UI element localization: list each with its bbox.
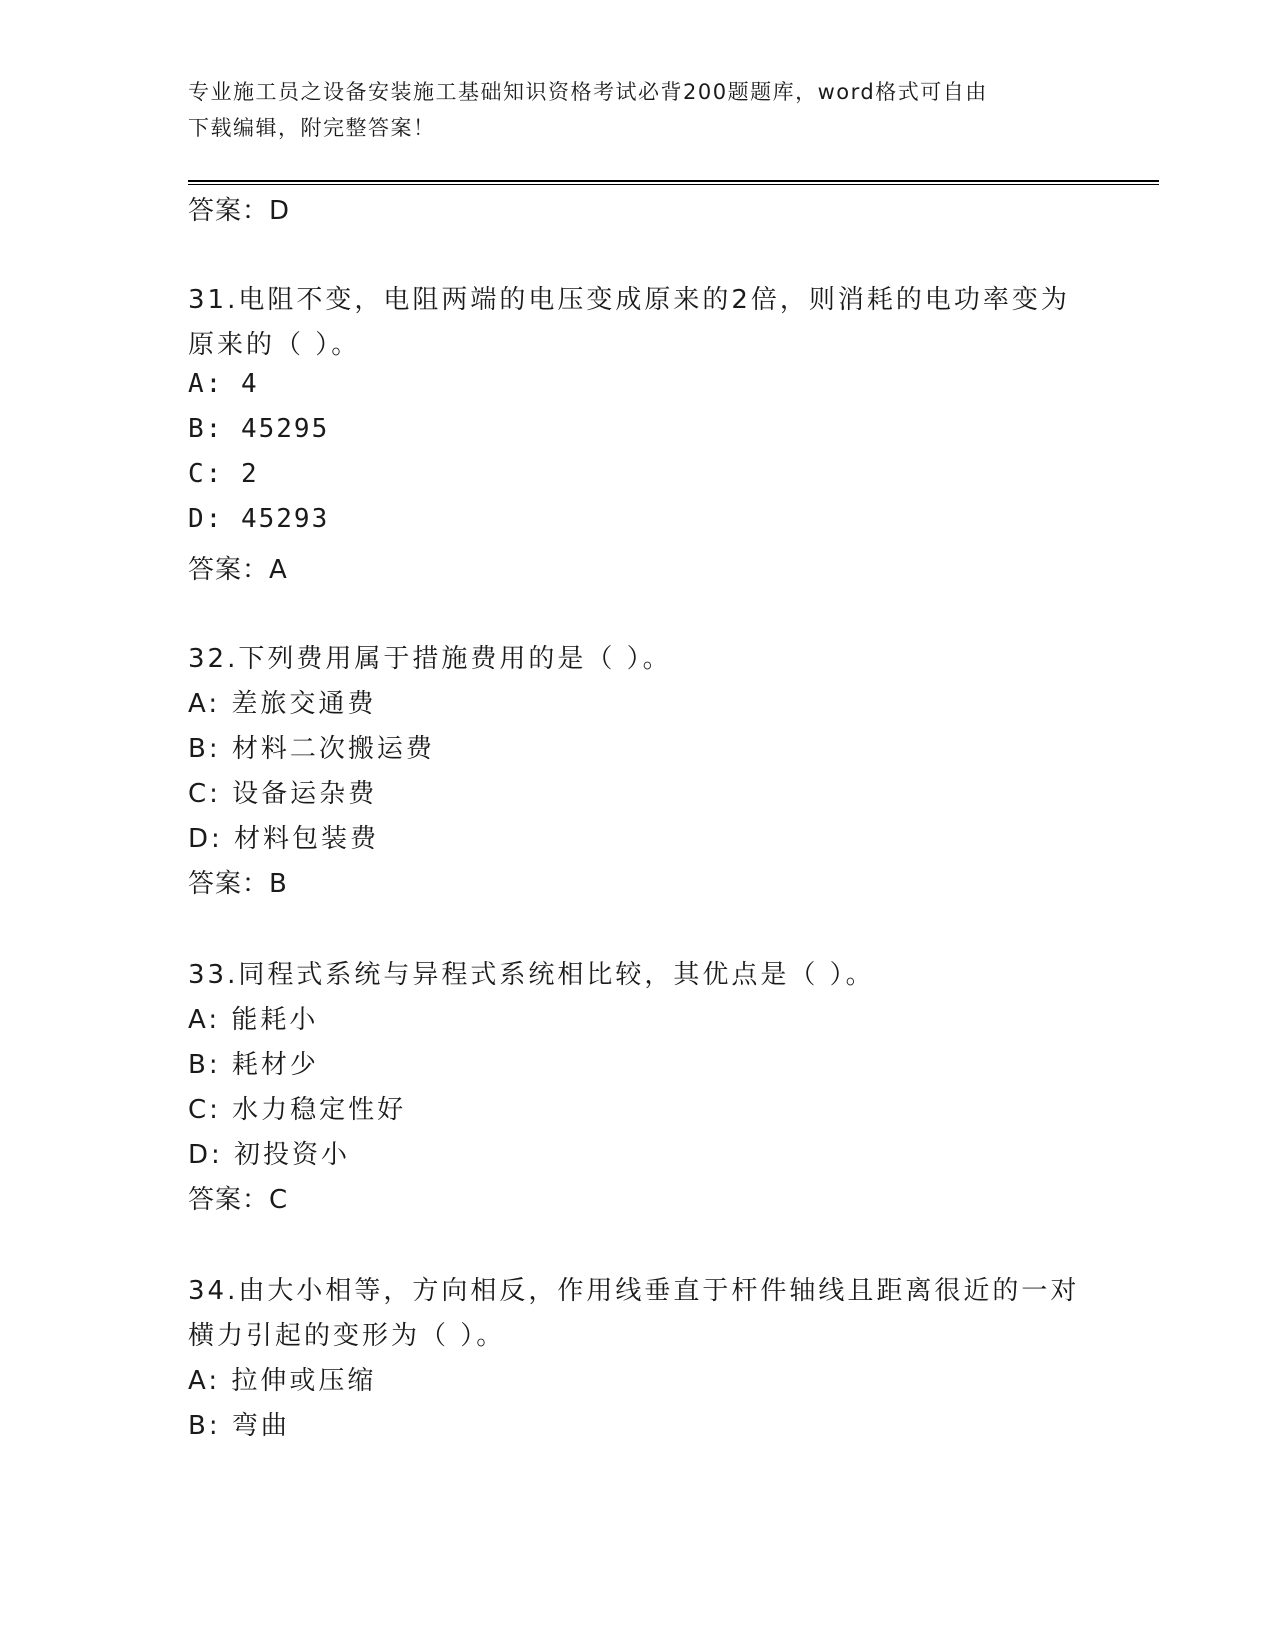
question-33-stem: 33.同程式系统与异程式系统相比较，其优点是（ ）。 bbox=[188, 960, 875, 990]
previous-answer: 答案：D bbox=[188, 196, 291, 226]
question-33-answer: 答案：C bbox=[188, 1185, 289, 1215]
question-31-option-a: A: 4 bbox=[188, 369, 259, 399]
header-line-2: 下载编辑，附完整答案！ bbox=[188, 116, 436, 140]
question-34-option-b: B: 弯曲 bbox=[188, 1411, 290, 1441]
question-31-stem-line-1: 31.电阻不变，电阻两端的电压变成原来的2倍，则消耗的电功率变为 bbox=[188, 285, 1070, 315]
question-32-option-b: B: 材料二次搬运费 bbox=[188, 734, 435, 764]
question-31-option-d: D: 45293 bbox=[188, 504, 330, 534]
question-32-option-c: C: 设备运杂费 bbox=[188, 779, 378, 809]
question-32-option-a: A: 差旅交通费 bbox=[188, 689, 377, 719]
header-rule-thick bbox=[188, 180, 1159, 182]
question-31-answer: 答案：A bbox=[188, 555, 288, 585]
question-31-stem-line-2: 原来的（ ）。 bbox=[188, 330, 361, 360]
header-line-1: 专业施工员之设备安装施工基础知识资格考试必背200题题库，word格式可自由 bbox=[188, 80, 988, 104]
question-33-option-d: D: 初投资小 bbox=[188, 1140, 351, 1170]
question-33-option-b: B: 耗材少 bbox=[188, 1050, 319, 1080]
question-32-option-d: D: 材料包装费 bbox=[188, 824, 380, 854]
question-33-option-a: A: 能耗小 bbox=[188, 1005, 319, 1035]
document-header bbox=[188, 74, 1088, 146]
question-34-option-a: A: 拉伸或压缩 bbox=[188, 1366, 377, 1396]
question-34-stem-line-1: 34.由大小相等，方向相反，作用线垂直于杆件轴线且距离很近的一对 bbox=[188, 1276, 1080, 1306]
question-32-stem: 32.下列费用属于措施费用的是（ ）。 bbox=[188, 644, 672, 674]
question-33-option-c: C: 水力稳定性好 bbox=[188, 1095, 407, 1125]
question-34-stem-line-2: 横力引起的变形为（ ）。 bbox=[188, 1321, 506, 1351]
question-31-option-c: C: 2 bbox=[188, 459, 259, 489]
question-32-answer: 答案：B bbox=[188, 869, 288, 899]
header-rule-thin bbox=[188, 184, 1159, 185]
question-31-option-b: B: 45295 bbox=[188, 414, 330, 444]
